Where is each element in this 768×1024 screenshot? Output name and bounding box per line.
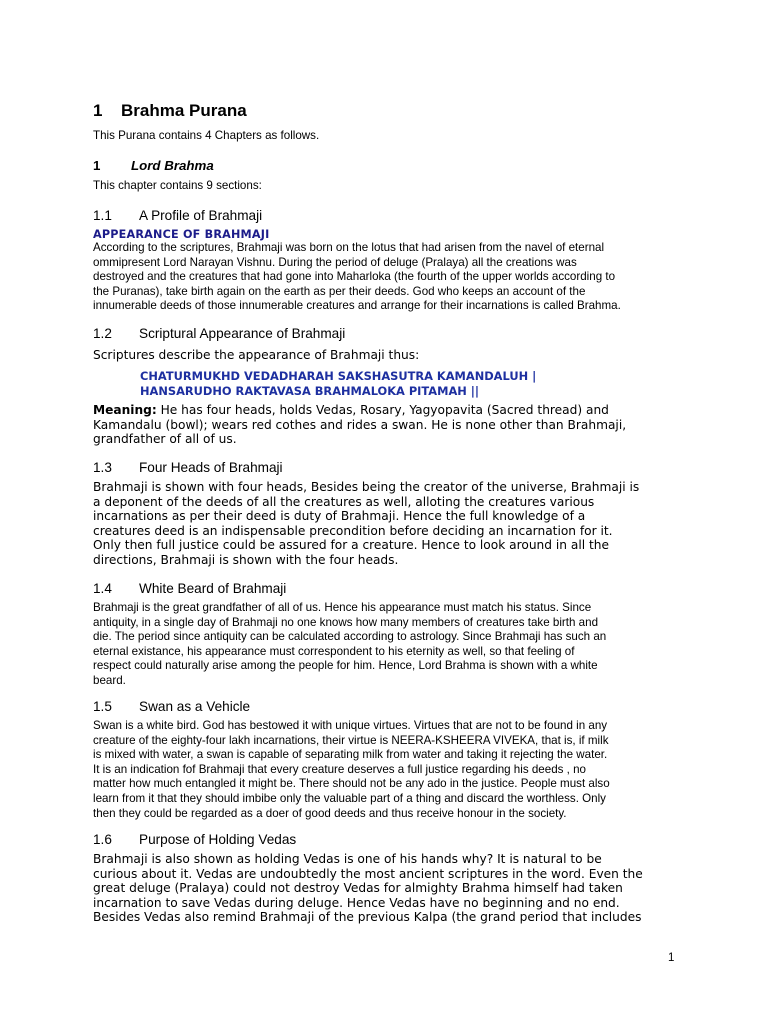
body-line: destroyed and the creatures that had gone into Maharloka (the fourth of the upper worlds according to [93,270,616,284]
body-line: innumerable deeds of those innumerable creatures and arrange for their incarnations is called Brahma. [93,299,621,313]
body-line: is mixed with water, a swan is capable of separating milk from water and taking it rejecting the water. [93,748,608,762]
body-line: Brahmaji is the great grandfather of all of us. Hence his appearance must match his status. Since [93,601,592,614]
body-line: incarnations as per their deed is duty of Brahmaji. Hence the full knowledge of a [93,509,586,524]
section-heading-1-2: 1.2 Scriptural Appearance of Brahmaji [93,326,346,341]
body-line: According to the scriptures, Brahmaji was born on the lotus that had arisen from the navel of eternal [93,241,605,254]
body-line: curious about it. Vedas are undoubtedly the most ancient scriptures in the word. Even the [93,866,643,881]
body-line: respect could naturally arise among the people for him. Hence, Lord Brahma is shown with a white [93,659,598,673]
body-line: then they could be regarded as a doer of good deeds and thus receive honour in the society. [93,806,567,820]
body-line: learn from it that they should imbibe only the valuable part of a thing and discard the worthless. Only [93,791,606,805]
body-line: the Puranas), take birth again on the earth as per their deeds. God who keeps an account of the [93,284,586,298]
body-line: die. The period since antiquity can be calculated according to astrology. Since Brahmaji has such an [93,630,607,644]
body-line: beard. [93,673,126,687]
verse-line: HANSARUDHO RAKTAVASA BRAHMALOKA PITAMAH || [140,384,480,398]
chapter-heading: 1 Lord Brahma [93,158,214,173]
body-line: a deponent of the deeds of all the creatures as well, alloting the creatures various [93,494,595,509]
meaning-line: Kamandalu (bowl); wears red cothes and rides a swan. He is none other than Brahmaji, [93,417,627,432]
sanskrit-verse [140,369,536,399]
body-line: incarnation to save Vedas during deluge. Hence Vedas have no beginning and no end. [93,895,620,910]
body-line: Brahmaji is shown with four heads, Besides being the creator of the universe, Brahmaji is [93,480,640,494]
meaning-label: Meaning: [93,403,157,417]
section-1-3-body [93,480,675,568]
body-line: Only then full justice could be assured for a creature. Hence to look around in all the [93,538,609,553]
appearance-subheading: APPEARANCE OF BRAHMAJI [93,228,270,241]
body-line: great deluge (Pralaya) could not destroy Vedas for almighty Brahma himself had taken [93,881,623,896]
body-line: It is an indication fof Brahmaji that every creature deserves a full justice regarding his deeds , no [93,762,586,776]
body-line: eternal existance, his appearance must correspondent to his eternity as well, so that feeling of [93,644,575,658]
body-line: matter how much entangled it might be. There should not be any ado in the justice. People must also [93,777,610,791]
body-line: ommipresent Lord Narayan Vishnu. During the period of deluge (Pralaya) all the creations was [93,255,577,269]
main-heading: 1 Brahma Purana [93,101,247,120]
body-line: antiquity, in a single day of Brahmaji no one knows how many members of creatures take birth and [93,615,599,629]
chapter-intro-text: This chapter contains 9 sections: [93,179,262,192]
page-number: 1 [668,952,675,964]
meaning-line: grandfather of all of us. [93,432,237,447]
section-1-6-body [93,852,675,925]
body-line: creatures deed is an indispensable precondition before deciding an incarnation for it. [93,523,613,538]
body-line: creature of the eighty-four lakh incarnations, their virtue is NEERA-KSHEERA VIVEKA, that is, if milk [93,733,609,747]
section-1-4-body [93,601,675,689]
section-heading-1-3: 1.3 Four Heads of Brahmaji [93,460,283,475]
body-line: Brahmaji is also shown as holding Vedas is one of his hands why? It is natural to be [93,852,602,866]
section-heading-1-6: 1.6 Purpose of Holding Vedas [93,832,297,847]
body-line: directions, Brahmaji is shown with the four heads. [93,552,399,567]
section-heading-1-5: 1.5 Swan as a Vehicle [93,699,251,714]
section-1-5-body [93,719,675,821]
intro-text: This Purana contains 4 Chapters as follows. [93,129,320,142]
section-heading-1-1: 1.1 A Profile of Brahmaji [93,208,263,223]
body-line: Besides Vedas also remind Brahmaji of the previous Kalpa (the grand period that includes [93,910,642,925]
body-line: Swan is a white bird. God has bestowed it with unique virtues. Virtues that are not to be found in any [93,719,608,732]
verse-line: CHATURMUKHD VEDADHARAH SAKSHASUTRA KAMANDALUH | [140,369,537,383]
section-1-2-text: Scriptures describe the appearance of Brahmaji thus: [93,348,420,362]
meaning-line: He has four heads, holds Vedas, Rosary, Yagyopavita (Sacred thread) and [156,403,609,417]
meaning-paragraph [93,403,675,447]
section-heading-1-4: 1.4 White Beard of Brahmaji [93,581,287,596]
section-1-1-body [93,241,675,314]
